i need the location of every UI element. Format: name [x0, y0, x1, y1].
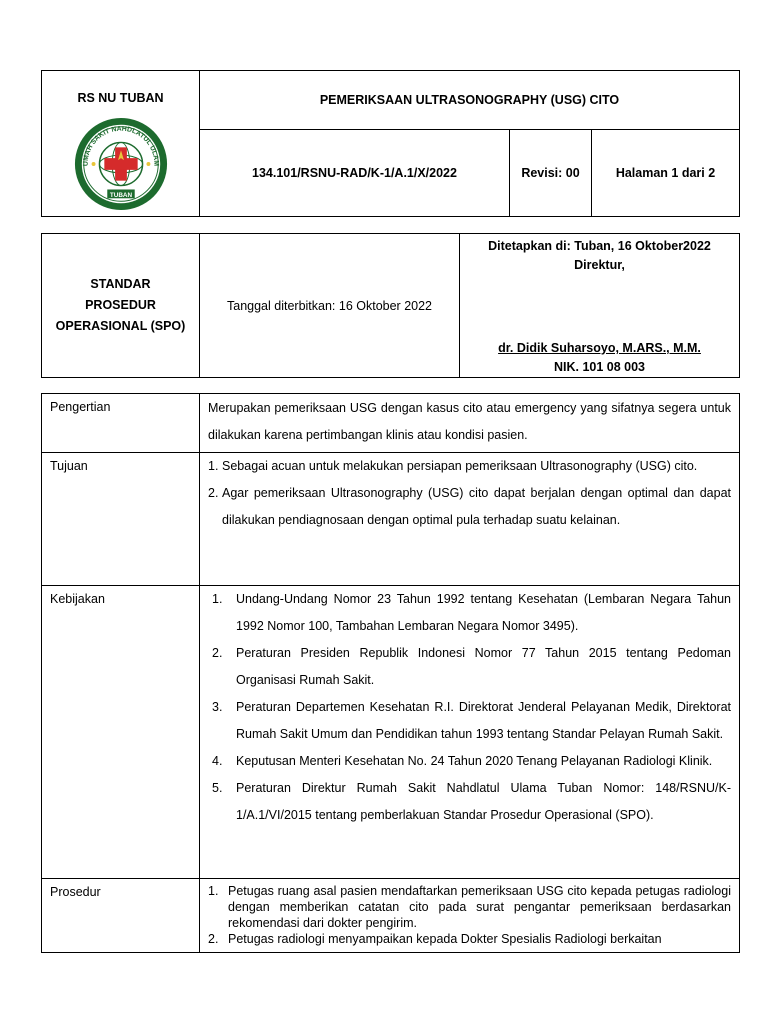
procedure-content-table	[41, 393, 740, 953]
list-item	[208, 640, 731, 694]
list-item	[208, 453, 731, 480]
list-item	[208, 748, 731, 775]
document-number: 134.101/RSNU-RAD/K-1/A.1/X/2022	[200, 130, 510, 217]
approval-cell	[460, 234, 740, 378]
prosedur-list	[208, 883, 731, 947]
prosedur-list-cell	[200, 879, 740, 953]
item-text: Petugas radiologi menyampaikan kepada Dokter Spesialis Radiologi berkaitan	[228, 932, 662, 946]
item-number: 5.	[212, 781, 223, 795]
item-text: Keputusan Menteri Kesehatan No. 24 Tahun 2020 Tenang Pelayanan Radiologi Klinik.	[236, 754, 713, 768]
issue-date: Tanggal diterbitkan: 16 Oktober 2022	[200, 234, 460, 378]
hospital-logo	[72, 115, 170, 213]
director-name: dr. Didik Suharsoyo, M.ARS., M.M.	[498, 341, 701, 355]
spo-label-line: PROSEDUR	[85, 298, 156, 312]
spo-label-line: OPERASIONAL (SPO)	[55, 319, 186, 333]
section-label-prosedur: Prosedur	[42, 879, 200, 953]
list-item	[208, 586, 731, 640]
list-item	[208, 775, 731, 829]
signature-space	[460, 275, 739, 339]
list-item	[208, 931, 731, 947]
tujuan-list-cell	[200, 453, 740, 586]
item-number: 3.	[212, 700, 223, 714]
svg-text:RUMAH SAKIT NAHDLATUL ULAMA: UMAH SAKIT NAHDLATUL ULAM	[82, 125, 159, 167]
kebijakan-list-cell	[200, 586, 740, 879]
director-nik: NIK. 101 08 003	[553, 360, 646, 374]
item-number: 2.	[208, 932, 219, 946]
list-item	[208, 480, 731, 534]
item-text: Peraturan Presiden Republik Indonesi Nomor 77 Tahun 2015 tentang Pedoman Organisasi Rumah Sakit.	[236, 646, 731, 687]
list-item	[208, 883, 731, 931]
list-item	[208, 694, 731, 748]
item-number: 1.	[212, 592, 223, 606]
document-header	[41, 70, 740, 217]
tujuan-list	[208, 453, 731, 534]
revision-number: Revisi: 00	[510, 130, 592, 217]
item-text: Petugas ruang asal pasien mendaftarkan pemeriksaan USG cito kepada petugas radiologi dengan memberikan catatan cito pada surat pengantar pemeriksaan berdasarkan rekomendasi dari dokter pengirim.	[228, 884, 731, 930]
item-number: 2.	[208, 486, 219, 500]
hospital-name: RS NU TUBAN	[77, 91, 164, 105]
established-text: Ditetapkan di: Tuban, 16 Oktober2022	[488, 239, 711, 253]
hospital-logo-icon	[72, 115, 170, 213]
section-label-pengertian: Pengertian	[42, 394, 200, 453]
section-label-tujuan: Tujuan	[42, 453, 200, 586]
hospital-cell	[42, 71, 200, 217]
item-text: Agar pemeriksaan Ultrasonography (USG) cito dapat berjalan dengan optimal dan dapat dilakukan pendiagnosaan dengan optimal pula terhadap suatu kelainan.	[222, 486, 731, 527]
svg-text:TUBAN: TUBAN	[109, 191, 132, 199]
spo-approval-table	[41, 233, 740, 378]
director-title: Direktur,	[574, 258, 625, 272]
spo-label-line: STANDAR	[90, 277, 151, 291]
section-label-kebijakan: Kebijakan	[42, 586, 200, 879]
kebijakan-list	[208, 586, 731, 829]
item-number: 2.	[212, 646, 223, 660]
item-text: Peraturan Direktur Rumah Sakit Nahdlatul Ulama Tuban Nomor: 148/RSNU/K-1/A.1/VI/2015 tentang pemberlakuan Standar Prosedur Operasional (SPO).	[236, 781, 731, 822]
page-indicator: Halaman 1 dari 2	[592, 130, 740, 217]
item-text: Sebagai acuan untuk melakukan persiapan pemeriksaan Ultrasonography (USG) cito.	[222, 459, 698, 473]
document-title: PEMERIKSAAN ULTRASONOGRAPHY (USG) CITO	[200, 71, 740, 130]
pengertian-text: Merupakan pemeriksaan USG dengan kasus cito atau emergency yang sifatnya segera untuk dilakukan karena pertimbangan klinis atau kondisi pasien.	[200, 394, 740, 453]
item-number: 4.	[212, 754, 223, 768]
item-text: Undang-Undang Nomor 23 Tahun 1992 tentang Kesehatan (Lembaran Negara Tahun 1992 Nomor 100, Tambahan Lembaran Negara Nomor 3495).	[236, 592, 731, 633]
item-text: Peraturan Departemen Kesehatan R.I. Direktorat Jenderal Pelayanan Medik, Direktorat Rumah Sakit Umum dan Pendidikan tahun 1993 tentang Standar Pelayan Rumah Sakit.	[236, 700, 731, 741]
item-number: 1.	[208, 884, 219, 898]
item-number: 1.	[208, 459, 219, 473]
spo-label	[42, 234, 200, 378]
